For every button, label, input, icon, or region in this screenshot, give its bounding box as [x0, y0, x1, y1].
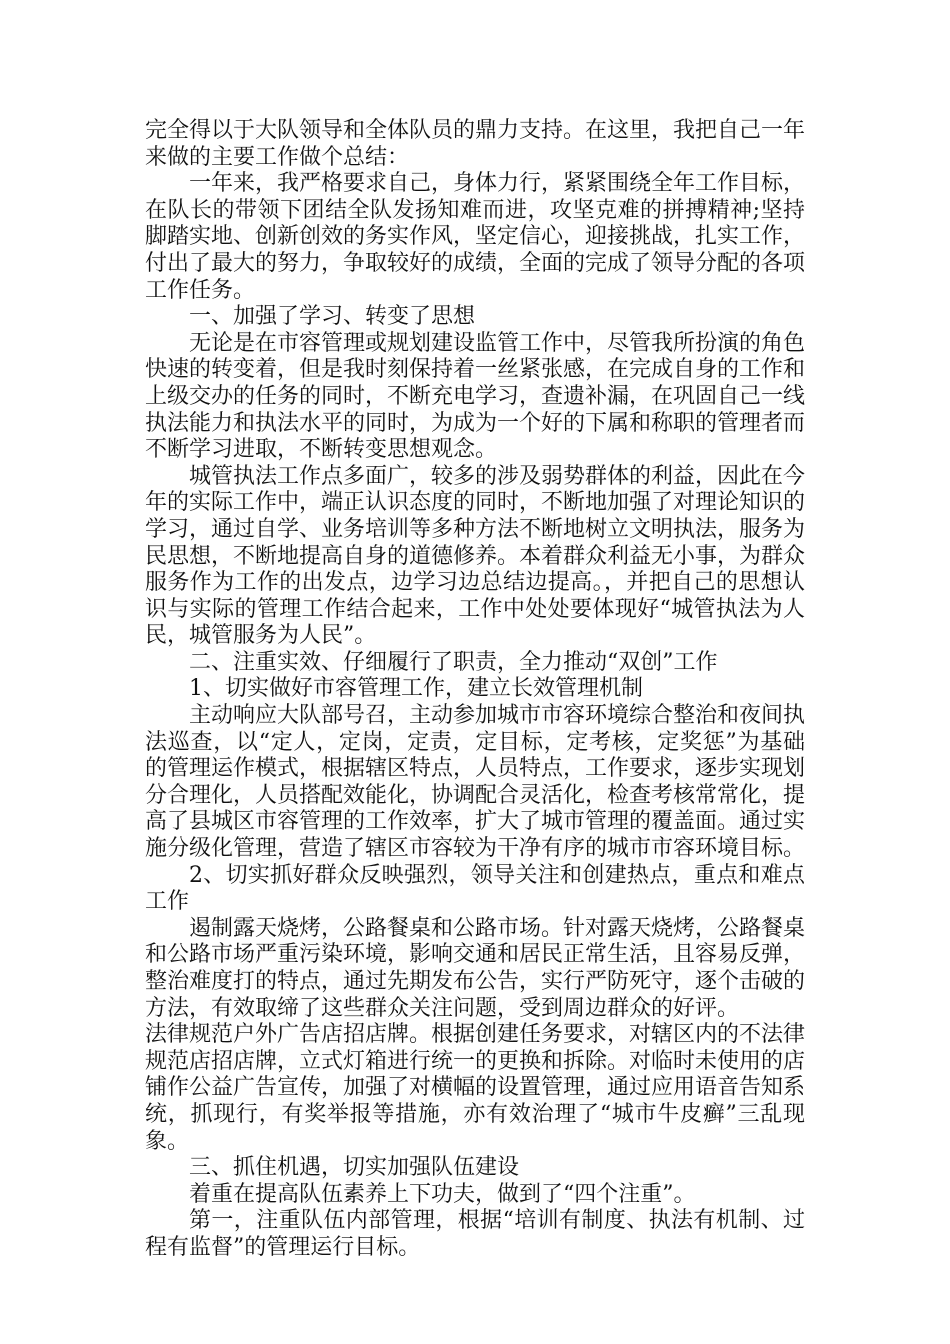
paragraph-3: 无论是在市容管理或规划建设监管工作中，尽管我所扮演的角色快速的转变着，但是我时刻保持着一丝紧张感，在完成自身的工作和上级交办的任务的同时，不断充电学习，查遗补漏，在巩固自己一线执法能力和执法水平的同时，为成为一个好的下属和称职的管理者而不断学习进取，不断转变思想观念。 [145, 330, 806, 463]
subsection-heading-2: 2、切实抓好群众反映强烈，领导关注和创建热点，重点和难点工作 [145, 862, 805, 915]
subsection-heading-1: 1、切实做好市容管理工作，建立长效管理机制 [189, 676, 643, 702]
paragraph-5: 主动响应大队部号召，主动参加城市市容环境综合整治和夜间执法巡查，以“定人，定岗，定责，定目标，定考核，定奖惩”为基础的管理运作模式，根据辖区特点，人员特点，工作要求，逐步实现划分合理化，人员搭配效能化，协调配合灵活化，检查考核常常化，提高了县城区市容管理的工作效率，扩大了城市管理的覆盖面。通过实施分级化管理，营造了辖区市容较为干净有序的城市市容环境目标。 [145, 703, 806, 862]
paragraph-1: 完全得以于大队领导和全体队员的鼎力支持。在这里，我把自己一年来做的主要工作做个总结： [145, 118, 806, 170]
paragraph-7: 法律规范户外广告店招店牌。根据创建任务要求，对辖区内的不法律规范店招店牌，立式灯箱进行统一的更换和拆除。对临时未使用的店铺作公益广告宣传，加强了对横幅的设置管理，通过应用语音告知系统，抓现行，有奖举报等措施，亦有效治理了“城市牛皮癣”三乱现象。 [145, 1022, 806, 1154]
document-body [145, 118, 805, 1262]
section-heading-3: 三、抓住机遇，切实加强队伍建设 [189, 1155, 520, 1181]
paragraph-2: 一年来，我严格要求自己，身体力行，紧紧围绕全年工作目标，在队长的带领下团结全队发扬知难而进，攻坚克难的拼搏精神;坚持脚踏实地、创新创效的务实作风，坚定信心，迎接挑战，扎实工作，付出了最大的努力，争取较好的成绩，全面的完成了领导分配的各项工作任务。 [145, 171, 806, 303]
section-heading-1: 一、加强了学习、转变了思想 [189, 304, 476, 330]
paragraph-6: 遏制露天烧烤，公路餐桌和公路市场。针对露天烧烤，公路餐桌和公路市场严重污染环境，影响交通和居民正常生活，且容易反弹，整治难度打的特点，通过先期发布公告，实行严防死守，逐个击破的方法，有效取缔了这些群众关注问题，受到周边群众的好评。 [145, 915, 806, 1021]
paragraph-8: 着重在提高队伍素养上下功夫，做到了“四个注重”。 [189, 1181, 696, 1207]
paragraph-9: 第一，注重队伍内部管理，根据“培训有制度、执法有机制、过程有监督”的管理运行目标。 [145, 1208, 805, 1260]
section-heading-2: 二、注重实效、仔细履行了职责，全力推动“双创”工作 [189, 649, 718, 675]
paragraph-4: 城管执法工作点多面广，较多的涉及弱势群体的利益，因此在今年的实际工作中，端正认识态度的同时，不断地加强了对理论知识的学习，通过自学、业务培训等多种方法不断地树立文明执法，服务为民思想，不断地提高自身的道德修养。本着群众利益无小事，为群众服务作为工作的出发点，边学习边总结边提高。，并把自己的思想认识与实际的管理工作结合起来，工作中处处要体现好“城管执法为人民，城管服务为人民”。 [145, 463, 806, 649]
